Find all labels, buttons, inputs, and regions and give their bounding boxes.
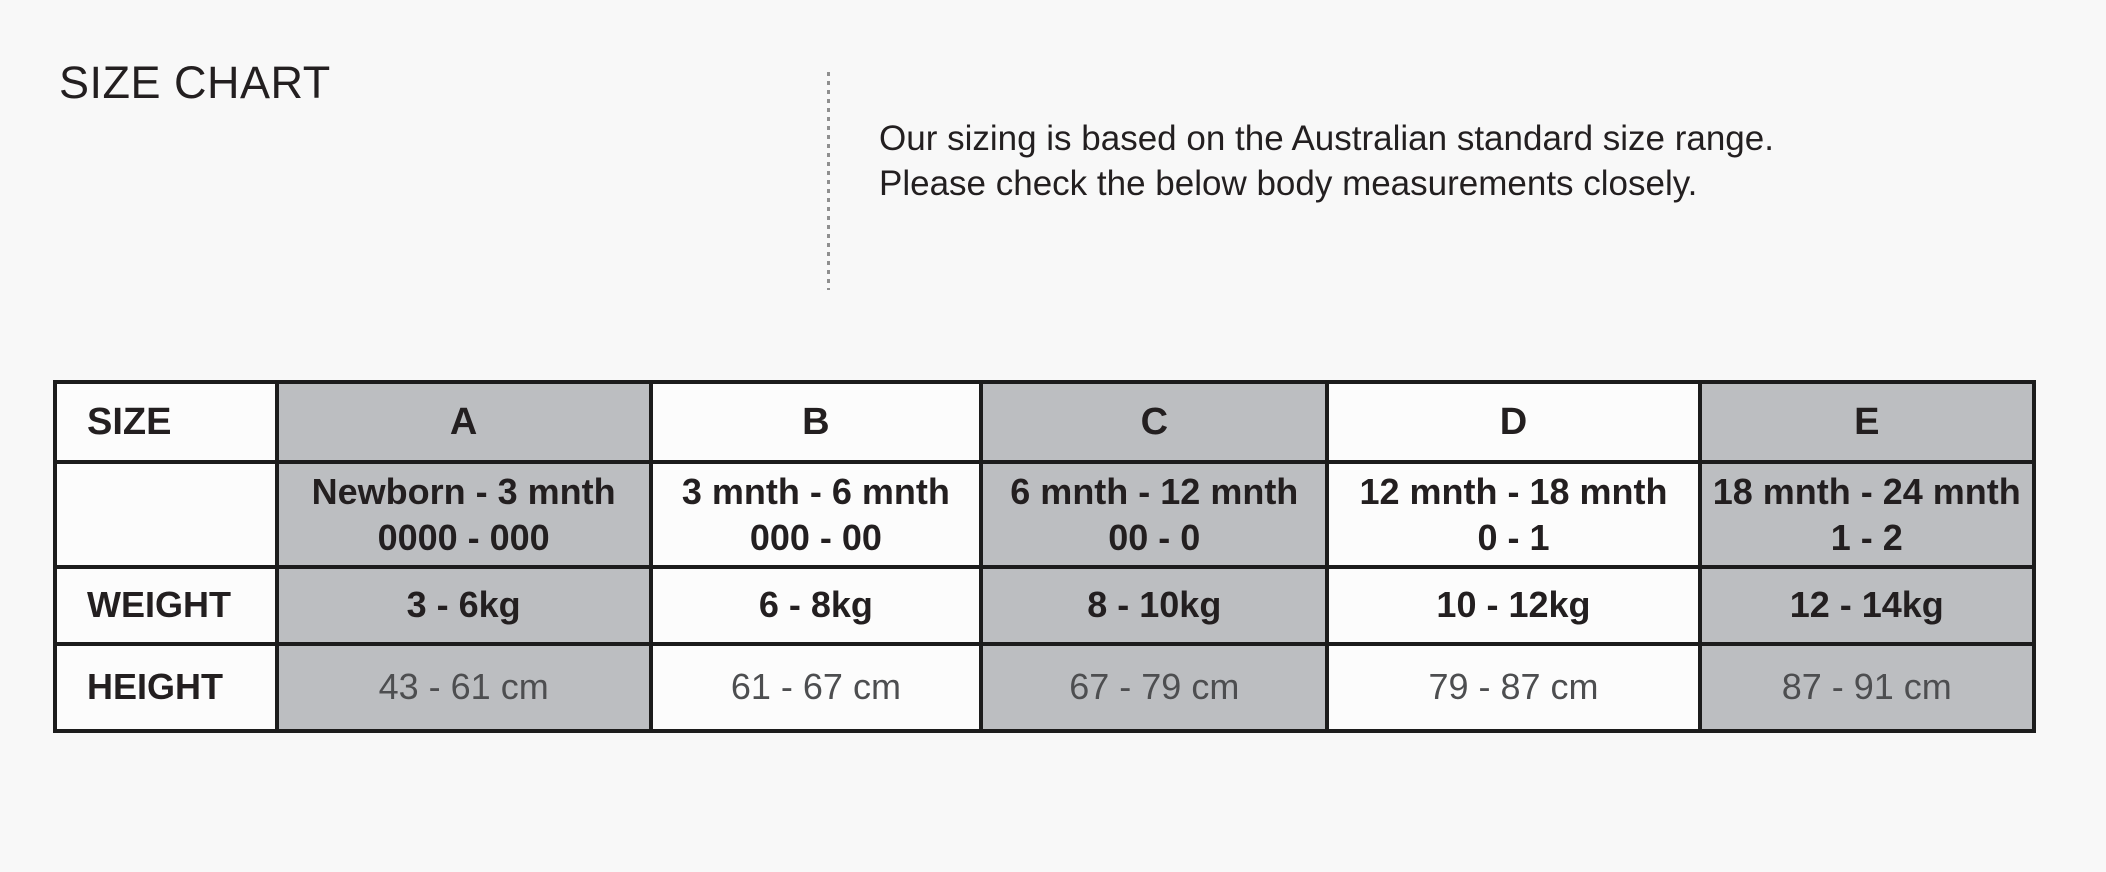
- age-range: 12 mnth - 18 mnth: [1359, 470, 1668, 512]
- intro-line-1: Our sizing is based on the Australian standard size range.: [879, 119, 1774, 158]
- height-row-label: HEIGHT: [55, 644, 277, 731]
- age-cell-c: [981, 462, 1327, 567]
- age-sizes: 0 - 1: [1477, 516, 1550, 558]
- weight-cell-a: 3 - 6kg: [277, 567, 651, 644]
- age-cell-e: [1700, 462, 2035, 567]
- column-header-c: C: [981, 382, 1327, 462]
- age-range: Newborn - 3 mnth: [311, 470, 616, 512]
- age-sizes: 00 - 0: [1108, 516, 1201, 558]
- age-sizes: 1 - 2: [1830, 516, 1903, 558]
- height-cell-d: 79 - 87 cm: [1327, 644, 1699, 731]
- size-table-container: [53, 380, 2036, 733]
- table-row-header: [55, 382, 2034, 462]
- header-size-label: SIZE: [55, 382, 277, 462]
- age-range: 6 mnth - 12 mnth: [1010, 470, 1299, 512]
- table-row-weight: [55, 567, 2034, 644]
- table-row-height: [55, 644, 2034, 731]
- weight-row-label: WEIGHT: [55, 567, 277, 644]
- column-header-d: D: [1327, 382, 1699, 462]
- page-title: SIZE CHART: [59, 57, 331, 108]
- column-header-e: E: [1700, 382, 2035, 462]
- age-sizes: 0000 - 000: [377, 516, 550, 558]
- age-cell-a: [277, 462, 651, 567]
- weight-cell-e: 12 - 14kg: [1700, 567, 2035, 644]
- intro-text: [879, 116, 1774, 206]
- intro-line-2: Please check the below body measurements closely.: [879, 164, 1698, 203]
- age-row-label: [55, 462, 277, 567]
- height-cell-c: 67 - 79 cm: [981, 644, 1327, 731]
- age-range: 18 mnth - 24 mnth: [1712, 470, 2021, 512]
- height-cell-b: 61 - 67 cm: [651, 644, 981, 731]
- age-sizes: 000 - 00: [749, 516, 882, 558]
- weight-cell-c: 8 - 10kg: [981, 567, 1327, 644]
- age-cell-b: [651, 462, 981, 567]
- height-cell-e: 87 - 91 cm: [1700, 644, 2035, 731]
- height-cell-a: 43 - 61 cm: [277, 644, 651, 731]
- weight-cell-d: 10 - 12kg: [1327, 567, 1699, 644]
- weight-cell-b: 6 - 8kg: [651, 567, 981, 644]
- age-range: 3 mnth - 6 mnth: [681, 470, 950, 512]
- column-header-a: A: [277, 382, 651, 462]
- table-row-age: [55, 462, 2034, 567]
- column-header-b: B: [651, 382, 981, 462]
- size-table: [53, 380, 2036, 733]
- dotted-divider: [827, 72, 830, 290]
- age-cell-d: [1327, 462, 1699, 567]
